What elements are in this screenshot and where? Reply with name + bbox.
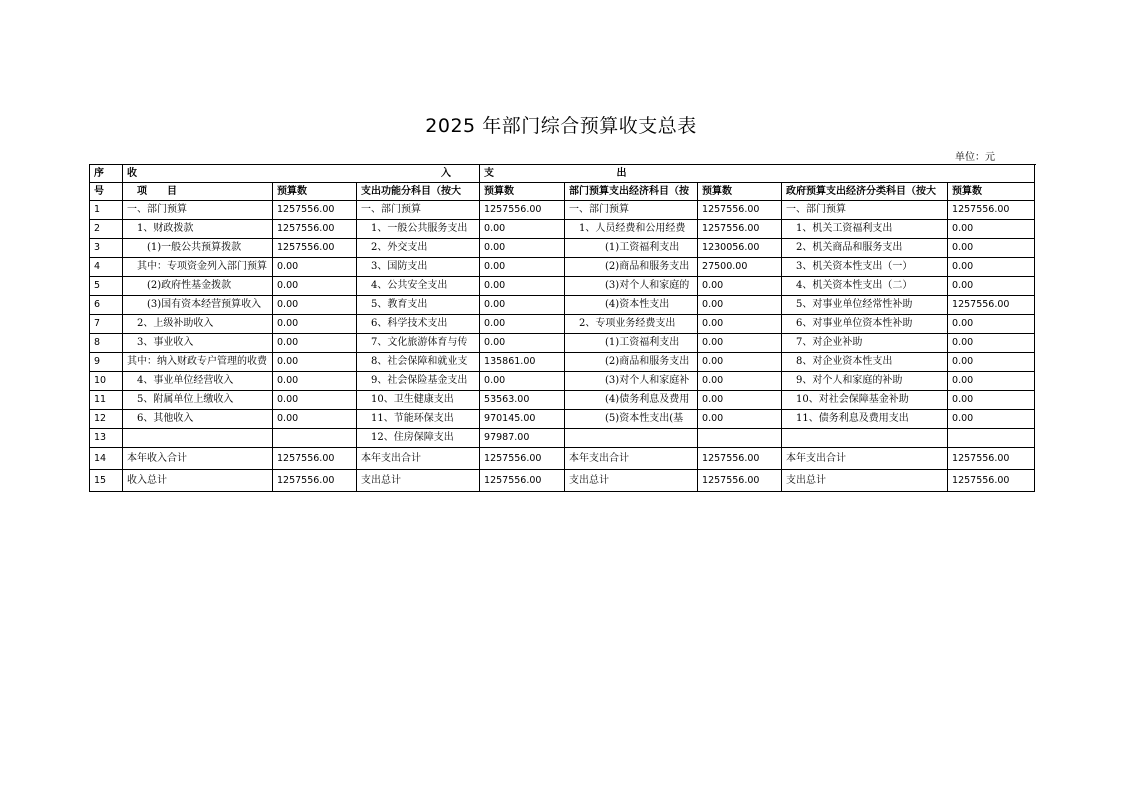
income-item: 2、上级补助收入 (123, 315, 273, 334)
gov-item: 5、对事业单位经常性补助 (782, 296, 948, 315)
dept-amount: 0.00 (698, 334, 782, 353)
function-amount: 1257556.00 (480, 470, 565, 492)
dept-amount: 1257556.00 (698, 470, 782, 492)
gov-amount: 0.00 (948, 372, 1035, 391)
gov-item: 9、对个人和家庭的补助 (782, 372, 948, 391)
gov-item: 1、机关工资福利支出 (782, 220, 948, 239)
income-amount: 1257556.00 (273, 470, 357, 492)
income-amount: 1257556.00 (273, 220, 357, 239)
seq-no: 7 (90, 315, 123, 334)
gov-item: 7、对企业补助 (782, 334, 948, 353)
gov-amount: 0.00 (948, 410, 1035, 429)
function-amount: 0.00 (480, 334, 565, 353)
gov-amount: 1257556.00 (948, 201, 1035, 220)
unit-label: 单位：元 (955, 152, 995, 163)
seq-no: 2 (90, 220, 123, 239)
function-amount: 970145.00 (480, 410, 565, 429)
dept-amount: 1230056.00 (698, 239, 782, 258)
function-amount: 1257556.00 (480, 201, 565, 220)
function-item: 3、国防支出 (357, 258, 480, 277)
table-row (90, 315, 1035, 334)
gov-item: 2、机关商品和服务支出 (782, 239, 948, 258)
dept-amount: 1257556.00 (698, 448, 782, 470)
gov-item-header: 政府预算支出经济分类科目（按大 (782, 183, 948, 201)
seq-no: 1 (90, 201, 123, 220)
dept-item: (5)资本性支出(基 (565, 410, 698, 429)
gov-amount: 0.00 (948, 334, 1035, 353)
gov-item: 10、对社会保障基金补助 (782, 391, 948, 410)
function-item: 本年支出合计 (357, 448, 480, 470)
dept-item: (2)商品和服务支出 (565, 258, 698, 277)
gov-amount: 1257556.00 (948, 470, 1035, 492)
gov-amount: 0.00 (948, 391, 1035, 410)
gov-item (782, 429, 948, 448)
dept-amount: 0.00 (698, 315, 782, 334)
income-group-header: 收 入 (123, 165, 480, 183)
dept-item: (1)工资福利支出 (565, 334, 698, 353)
function-amount: 1257556.00 (480, 448, 565, 470)
gov-amount: 1257556.00 (948, 296, 1035, 315)
seq-no: 5 (90, 277, 123, 296)
income-item: 3、事业收入 (123, 334, 273, 353)
function-budget-header: 预算数 (480, 183, 565, 201)
gov-amount (948, 429, 1035, 448)
table-row (90, 239, 1035, 258)
function-item: 10、卫生健康支出 (357, 391, 480, 410)
table-row (90, 391, 1035, 410)
income-amount: 0.00 (273, 315, 357, 334)
income-item: 1、财政拨款 (123, 220, 273, 239)
gov-item: 一、部门预算 (782, 201, 948, 220)
dept-item: (3)对个人和家庭补 (565, 372, 698, 391)
table-row (90, 410, 1035, 429)
header-row-columns (90, 183, 1035, 201)
gov-amount: 0.00 (948, 220, 1035, 239)
seq-no: 12 (90, 410, 123, 429)
function-amount: 97987.00 (480, 429, 565, 448)
income-amount: 0.00 (273, 334, 357, 353)
income-amount: 0.00 (273, 391, 357, 410)
dept-amount: 1257556.00 (698, 201, 782, 220)
function-item: 5、教育支出 (357, 296, 480, 315)
seq-no: 8 (90, 334, 123, 353)
dept-item: (2)商品和服务支出 (565, 353, 698, 372)
income-amount (273, 429, 357, 448)
function-item: 8、社会保障和就业支 (357, 353, 480, 372)
gov-item: 本年支出合计 (782, 448, 948, 470)
header-row-top (90, 165, 1035, 183)
dept-budget-header: 预算数 (698, 183, 782, 201)
expenditure-group-header: 支 出 (480, 165, 1035, 183)
gov-amount: 0.00 (948, 353, 1035, 372)
function-item: 2、外交支出 (357, 239, 480, 258)
income-amount: 1257556.00 (273, 201, 357, 220)
table-row (90, 470, 1035, 492)
dept-amount: 0.00 (698, 391, 782, 410)
seq-no: 3 (90, 239, 123, 258)
income-item: 收入总计 (123, 470, 273, 492)
function-amount: 0.00 (480, 220, 565, 239)
dept-item-header: 部门预算支出经济科目（按 (565, 183, 698, 201)
dept-item: 本年支出合计 (565, 448, 698, 470)
function-item: 一、部门预算 (357, 201, 480, 220)
function-item: 11、节能环保支出 (357, 410, 480, 429)
seq-no: 15 (90, 470, 123, 492)
function-item: 12、住房保障支出 (357, 429, 480, 448)
seq-no: 14 (90, 448, 123, 470)
gov-item: 8、对企业资本性支出 (782, 353, 948, 372)
function-amount: 0.00 (480, 239, 565, 258)
seq-no: 10 (90, 372, 123, 391)
table-row (90, 201, 1035, 220)
table-body (90, 201, 1035, 492)
gov-item: 6、对事业单位资本性补助 (782, 315, 948, 334)
gov-item: 4、机关资本性支出（二） (782, 277, 948, 296)
table-row (90, 296, 1035, 315)
gov-amount: 0.00 (948, 258, 1035, 277)
function-item: 1、一般公共服务支出 (357, 220, 480, 239)
function-item: 7、文化旅游体育与传 (357, 334, 480, 353)
function-item: 支出总计 (357, 470, 480, 492)
function-amount: 53563.00 (480, 391, 565, 410)
function-amount: 0.00 (480, 277, 565, 296)
income-item: 4、事业单位经营收入 (123, 372, 273, 391)
seq-no: 9 (90, 353, 123, 372)
function-item: 9、社会保险基金支出 (357, 372, 480, 391)
function-item-header: 支出功能分科目（按大 (357, 183, 480, 201)
dept-amount: 1257556.00 (698, 220, 782, 239)
dept-amount: 0.00 (698, 296, 782, 315)
income-item-header: 项 目 (123, 183, 273, 201)
seq-no: 13 (90, 429, 123, 448)
dept-amount: 27500.00 (698, 258, 782, 277)
dept-amount: 0.00 (698, 277, 782, 296)
seq-no: 4 (90, 258, 123, 277)
income-amount: 0.00 (273, 296, 357, 315)
dept-item: 1、人员经费和公用经费 (565, 220, 698, 239)
seq-header-bottom: 号 (90, 183, 123, 201)
gov-item: 支出总计 (782, 470, 948, 492)
dept-item: (1)工资福利支出 (565, 239, 698, 258)
budget-summary-table (89, 164, 1035, 492)
income-item: 5、附属单位上缴收入 (123, 391, 273, 410)
function-amount: 0.00 (480, 372, 565, 391)
table-row (90, 448, 1035, 470)
seq-no: 11 (90, 391, 123, 410)
function-item: 6、科学技术支出 (357, 315, 480, 334)
income-item: (2)政府性基金拨款 (123, 277, 273, 296)
income-item: (3)国有资本经营预算收入 (123, 296, 273, 315)
dept-amount: 0.00 (698, 410, 782, 429)
income-item: 本年收入合计 (123, 448, 273, 470)
function-amount: 0.00 (480, 296, 565, 315)
dept-item: (4)资本性支出 (565, 296, 698, 315)
dept-item: 2、专项业务经费支出 (565, 315, 698, 334)
table-row (90, 353, 1035, 372)
gov-amount: 0.00 (948, 277, 1035, 296)
income-amount: 0.00 (273, 410, 357, 429)
table-row (90, 277, 1035, 296)
table-row (90, 429, 1035, 448)
seq-no: 6 (90, 296, 123, 315)
income-item: 一、部门预算 (123, 201, 273, 220)
gov-amount: 1257556.00 (948, 448, 1035, 470)
income-amount: 0.00 (273, 372, 357, 391)
table-row (90, 258, 1035, 277)
table-row (90, 334, 1035, 353)
income-item: 6、其他收入 (123, 410, 273, 429)
table-row (90, 372, 1035, 391)
income-item: 其中：纳入财政专户管理的收费 (123, 353, 273, 372)
gov-amount: 0.00 (948, 239, 1035, 258)
gov-item: 3、机关资本性支出（一） (782, 258, 948, 277)
income-item: 其中：专项资金列入部门预算 (123, 258, 273, 277)
gov-budget-header: 预算数 (948, 183, 1035, 201)
income-item (123, 429, 273, 448)
function-item: 4、公共安全支出 (357, 277, 480, 296)
income-item: (1)一般公共预算拨款 (123, 239, 273, 258)
seq-header-top: 序 (90, 165, 123, 183)
dept-item: (4)债务利息及费用 (565, 391, 698, 410)
income-amount: 1257556.00 (273, 448, 357, 470)
dept-item: 一、部门预算 (565, 201, 698, 220)
page-title: 2025 年部门综合预算收支总表 (425, 115, 697, 137)
income-budget-header: 预算数 (273, 183, 357, 201)
dept-amount (698, 429, 782, 448)
function-amount: 135861.00 (480, 353, 565, 372)
income-amount: 1257556.00 (273, 239, 357, 258)
gov-amount: 0.00 (948, 315, 1035, 334)
function-amount: 0.00 (480, 258, 565, 277)
gov-item: 11、债务利息及费用支出 (782, 410, 948, 429)
dept-amount: 0.00 (698, 353, 782, 372)
dept-item: 支出总计 (565, 470, 698, 492)
dept-item (565, 429, 698, 448)
dept-item: (3)对个人和家庭的 (565, 277, 698, 296)
function-amount: 0.00 (480, 315, 565, 334)
income-amount: 0.00 (273, 258, 357, 277)
income-amount: 0.00 (273, 353, 357, 372)
dept-amount: 0.00 (698, 372, 782, 391)
income-amount: 0.00 (273, 277, 357, 296)
table-row (90, 220, 1035, 239)
